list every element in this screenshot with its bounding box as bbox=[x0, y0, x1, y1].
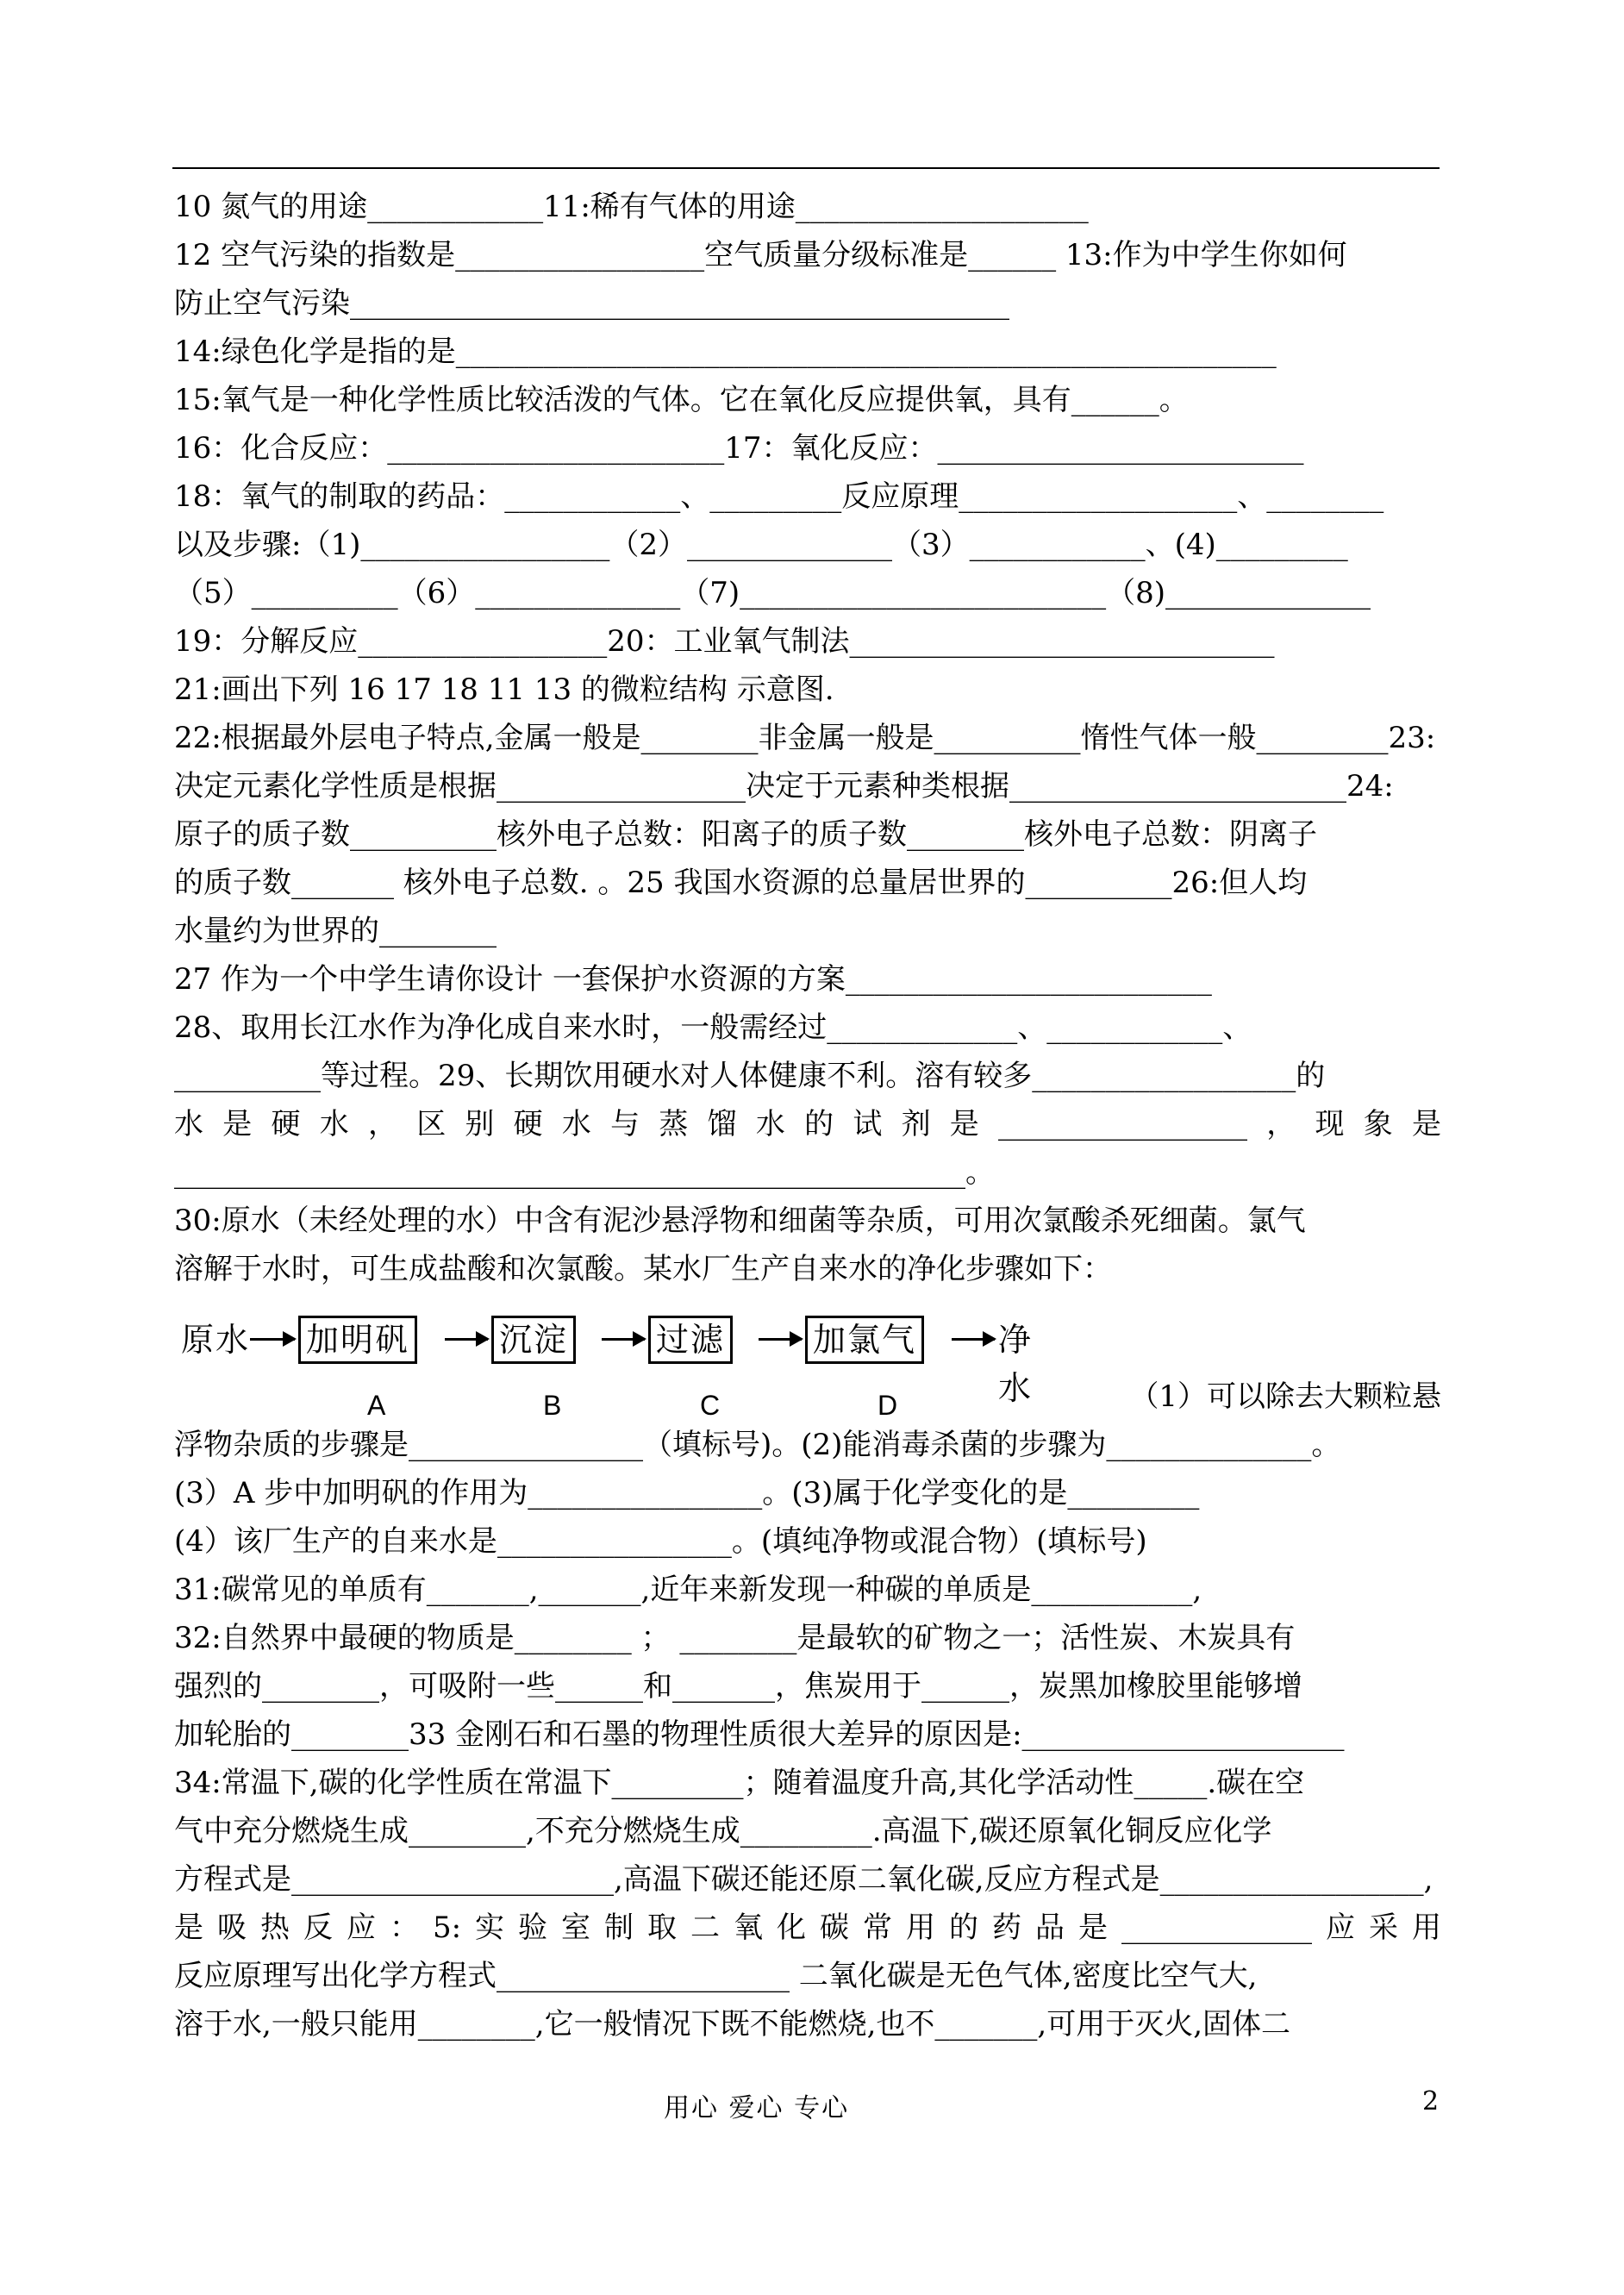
text-line: (4）该厂生产的自来水是________________。(填纯净物或混合物）(填标号) bbox=[174, 1524, 1147, 1559]
text-line: （5）__________（6）______________（7)_________________________（8)______________ bbox=[174, 576, 1371, 610]
arrow-icon bbox=[952, 1338, 995, 1341]
text-line: 10 氮气的用途____________11:稀有气体的用途____________________ bbox=[174, 190, 1089, 224]
arrow-icon bbox=[759, 1338, 802, 1341]
page-number: 2 bbox=[1422, 2086, 1440, 2117]
text-line: 溶于水,一般只能用________,它一般情况下既不能燃烧,也不_______,可用于灭火,固体二 bbox=[174, 2007, 1291, 2042]
arrow-icon bbox=[602, 1338, 645, 1341]
text-line: 14:绿色化学是指的是________________________________________________________ bbox=[174, 335, 1277, 369]
text-line: 28、取用长江水作为净化成自来水时，一般需经过_____________、____________、 bbox=[174, 1010, 1252, 1045]
text-line: 气中充分燃烧生成________,不充分燃烧生成_________.高温下,碳还原氧化铜反应化学 bbox=[174, 1814, 1272, 1848]
flow-label-c: C bbox=[700, 1390, 721, 1421]
text-line: 31:碳常见的单质有_______,_______,近年来新发现一种碳的单质是___________, bbox=[174, 1573, 1202, 1607]
text-line: 16：化合反应：_______________________17：氧化反应：_________________________ bbox=[174, 431, 1304, 466]
text-line: 浮物杂质的步骤是________________（填标号)。(2)能消毒杀菌的步骤为______________。 bbox=[174, 1428, 1341, 1462]
text-line: 强烈的________，可吸附一些______和_______，焦炭用于______，炭黑加橡胶里能够增 bbox=[174, 1669, 1302, 1704]
page-content bbox=[174, 183, 1441, 1293]
text-line: (3）A 步中加明矾的作用为________________。(3)属于化学变化的是_________ bbox=[174, 1476, 1200, 1510]
text-line: 原子的质子数__________核外电子总数：阳离子的质子数________核外电子总数：阴离子 bbox=[174, 817, 1317, 852]
text-line: 32:自然界中最硬的物质是________ ； ________是最软的矿物之一；活性炭、木炭具有 bbox=[174, 1621, 1296, 1655]
text-line: 的质子数_______ 核外电子总数. 。25 我国水资源的总量居世界的__________26:但人均 bbox=[174, 866, 1308, 900]
text-line: 防止空气污染_____________________________________________ bbox=[174, 286, 1009, 321]
flow-step-d: 加氯气 bbox=[805, 1316, 924, 1364]
flow-start: 原水 bbox=[181, 1321, 251, 1359]
text-line: 加轮胎的________33 金刚石和石墨的物理性质很大差异的原因是:______________________ bbox=[174, 1717, 1345, 1752]
header-rule bbox=[172, 167, 1440, 169]
arrow-icon bbox=[445, 1338, 488, 1341]
text-line: 方程式是______________________,高温下碳还能还原二氧化碳,反应方程式是__________________, bbox=[174, 1862, 1433, 1897]
text-line: 是吸热反应：5:实验室制取二氧化碳常用的药品是_____________应采用 bbox=[174, 1910, 1441, 1945]
text-line: 以及步骤:（1)_________________（2）______________（3）____________、(4)_________ bbox=[174, 528, 1348, 562]
text-line: 决定元素化学性质是根据_________________决定于元素种类根据_______________________24: bbox=[174, 769, 1394, 804]
text-line: ______________________________________________________。 bbox=[174, 1155, 995, 1190]
arrow-icon bbox=[250, 1338, 295, 1341]
text-line: 水是硬水，区别硬水与蒸馏水的试剂是_________________，现象是 bbox=[174, 1107, 1441, 1141]
flow-step-b: 沉淀 bbox=[491, 1316, 576, 1364]
flow-label-a: A bbox=[367, 1390, 386, 1421]
text-line: 21:画出下列 16 17 18 11 13 的微粒结构 示意图. bbox=[174, 672, 834, 707]
flow-end: 净水 bbox=[998, 1321, 1034, 1407]
text-line: 18：氧气的制取的药品：____________、_________反应原理___________________、________ bbox=[174, 479, 1384, 514]
flow-step-c: 过滤 bbox=[648, 1316, 733, 1364]
page-footer: 用心 爱心 专心 bbox=[664, 2093, 850, 2123]
text-line: 19：分解反应_________________20：工业氧气制法_____________________________ bbox=[174, 624, 1275, 659]
text-line: 12 空气污染的指数是_________________空气质量分级标准是______ 13:作为中学生你如何 bbox=[174, 238, 1347, 272]
page-content-lower bbox=[174, 1373, 1441, 2048]
flow-label-b: B bbox=[543, 1390, 562, 1421]
flow-step-a: 加明矾 bbox=[298, 1316, 417, 1364]
text-line: 22:根据最外层电子特点,金属一般是________非金属一般是__________惰性气体一般_________23: bbox=[174, 721, 1436, 755]
text-line: __________等过程。29、长期饮用硬水对人体健康不利。溶有较多__________________的 bbox=[174, 1059, 1326, 1093]
text-line: 溶解于水时，可生成盐酸和次氯酸。某水厂生产自来水的净化步骤如下： bbox=[174, 1252, 1112, 1286]
flow-label-d: D bbox=[878, 1390, 898, 1421]
text-line: 34:常温下,碳的化学性质在常温下_________；随着温度升高,其化学活动性_____.碳在空 bbox=[174, 1766, 1305, 1800]
text-line: 反应原理写出化学方程式____________________ 二氧化碳是无色气体,密度比空气大, bbox=[174, 1959, 1258, 1993]
text-line: 水量约为世界的________ bbox=[174, 914, 497, 948]
text-line: 27 作为一个中学生请你设计 一套保护水资源的方案_________________________ bbox=[174, 962, 1212, 997]
text-line: 15:氧气是一种化学性质比较活泼的气体。它在氧化反应提供氧，具有______。 bbox=[174, 383, 1189, 417]
text-line: 30:原水（未经处理的水）中含有泥沙悬浮物和细菌等杂质，可用次氯酸杀死细菌。氯气 bbox=[174, 1204, 1306, 1238]
text-line: （1）可以除去大颗粒悬 bbox=[1129, 1379, 1441, 1414]
